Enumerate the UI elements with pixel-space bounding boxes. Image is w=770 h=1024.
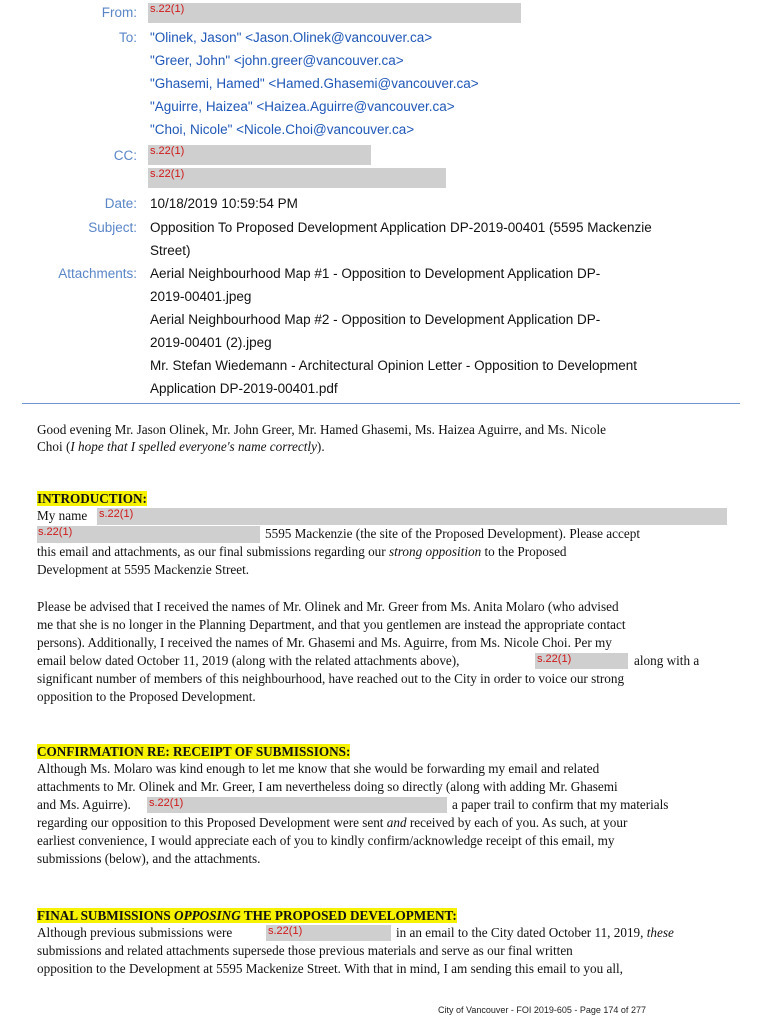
paragraph-line: opposition to the Development at 5595 Mackenize Street. With that in mind, I am sending this email to you all, xyxy=(37,961,623,976)
subject-line: Street) xyxy=(150,243,191,258)
greeting-text: ). xyxy=(316,439,325,455)
paragraph-line xyxy=(396,924,746,941)
heading-text xyxy=(37,908,457,923)
paragraph-line: email below dated October 11, 2019 (along with the related attachments above), xyxy=(37,653,460,668)
redaction-code: s.22(1) xyxy=(150,3,185,15)
greeting-line: Good evening Mr. Jason Olinek, Mr. John Greer, Mr. Hamed Ghasemi, Ms. Haizea Aguirre, and Ms. Nicole xyxy=(37,422,606,437)
greeting xyxy=(37,421,737,456)
attachment-link[interactable]: Application DP-2019-00401.pdf xyxy=(150,381,338,396)
paragraph-line: opposition to the Proposed Development. xyxy=(37,689,256,704)
to-recipient[interactable]: "Olinek, Jason" <Jason.Olinek@vancouver.ca> xyxy=(150,30,433,45)
attachment-link[interactable]: Aerial Neighbourhood Map #1 - Opposition to Development Application DP- xyxy=(150,266,601,281)
heading-part: FINAL SUBMISSIONS xyxy=(37,908,175,923)
paragraph-line: Although Ms. Molaro was kind enough to let me know that she would be forwarding my email and related xyxy=(37,761,600,776)
email-header xyxy=(0,0,770,410)
redaction-code: s.22(1) xyxy=(99,508,134,520)
section-heading xyxy=(37,743,350,760)
intro-line xyxy=(37,543,737,560)
paragraph-line: a paper trail to confirm that my materials xyxy=(452,797,669,812)
redaction-code: s.22(1) xyxy=(38,526,73,538)
para-text: in an email to the City dated October 11, 2019, xyxy=(396,925,647,940)
greeting-italic: I hope that I spelled everyone's name correctly xyxy=(70,439,317,455)
paragraph-line: Although previous submissions were xyxy=(37,925,233,940)
heading-italic: OPPOSING xyxy=(174,908,241,923)
paragraph-line: submissions and related attachments supersede those previous materials and serve as our final written xyxy=(37,943,573,958)
cc-label: CC: xyxy=(113,148,137,163)
attachment-link[interactable]: Mr. Stefan Wiedemann - Architectural Opinion Letter - Opposition to Development xyxy=(150,358,637,373)
date-value: 10/18/2019 10:59:54 PM xyxy=(150,196,298,211)
paragraph-line xyxy=(37,814,737,831)
paragraph-line: persons). Additionally, I received the names of Mr. Ghasemi and Ms. Aguirre, from Ms. Nicole Choi. Per my xyxy=(37,635,612,650)
paragraph-line: and Ms. Aguirre). xyxy=(37,797,131,812)
intro-text: to the Proposed xyxy=(481,544,567,559)
page-footer: City of Vancouver - FOI 2019-605 - Page 174 of 277 xyxy=(438,1005,646,1015)
from-label: From: xyxy=(101,5,137,20)
paragraph-line: Please be advised that I received the names of Mr. Olinek and Mr. Greer from Ms. Anita Molaro (who advised xyxy=(37,599,619,614)
intro-italic: strong opposition xyxy=(388,544,482,559)
para-text: received by each of you. As such, at your xyxy=(406,815,628,830)
redaction-box xyxy=(97,508,727,525)
date-label: Date: xyxy=(104,196,137,211)
redaction-code: s.22(1) xyxy=(150,168,185,180)
redaction-code: s.22(1) xyxy=(150,145,185,157)
intro-line: My name xyxy=(37,508,88,523)
redaction-code: s.22(1) xyxy=(268,925,303,937)
to-recipient[interactable]: "Aguirre, Haizea" <Haizea.Aguirre@vancouver.ca> xyxy=(150,99,455,114)
attachment-link[interactable]: Aerial Neighbourhood Map #2 - Opposition to Development Application DP- xyxy=(150,312,601,327)
subject-label: Subject: xyxy=(88,220,137,235)
para-italic: these xyxy=(646,925,674,940)
para-text: regarding our opposition to this Proposed Development were sent xyxy=(37,815,387,830)
heading-text: INTRODUCTION: xyxy=(37,491,147,506)
heading-part: THE PROPOSED DEVELOPMENT: xyxy=(240,908,457,923)
redaction-box xyxy=(148,168,446,188)
to-recipient[interactable]: "Ghasemi, Hamed" <Hamed.Ghasemi@vancouver.ca> xyxy=(150,76,479,91)
paragraph-line: submissions (below), and the attachments. xyxy=(37,851,261,866)
paragraph-line: significant number of members of this neighbourhood, have reached out to the City in order to voice our strong xyxy=(37,671,625,686)
paragraph-line: attachments to Mr. Olinek and Mr. Greer, I am nevertheless doing so directly (along with adding Mr. Ghasemi xyxy=(37,779,618,794)
attachment-link[interactable]: 2019-00401.jpeg xyxy=(150,289,252,304)
paragraph-line: me that she is no longer in the Planning Department, and that you gentlemen are instead the appropriate contact xyxy=(37,617,626,632)
attachment-link[interactable]: 2019-00401 (2).jpeg xyxy=(150,335,272,350)
para-italic: and xyxy=(386,815,407,830)
redaction-box xyxy=(147,797,447,813)
greeting-line xyxy=(37,438,737,455)
intro-text: this email and attachments, as our final submissions regarding our xyxy=(37,544,389,559)
heading-text: CONFIRMATION RE: RECEIPT OF SUBMISSIONS: xyxy=(37,744,351,759)
section-heading xyxy=(37,490,147,507)
greeting-text: Choi ( xyxy=(37,439,71,455)
attachments-label: Attachments: xyxy=(58,266,137,281)
paragraph-line: earliest convenience, I would appreciate each of you to kindly confirm/acknowledge receipt of this email, my xyxy=(37,833,615,848)
redaction-code: s.22(1) xyxy=(537,653,572,665)
to-label: To: xyxy=(118,30,137,45)
section-heading xyxy=(37,907,457,924)
subject-line: Opposition To Proposed Development Application DP-2019-00401 (5595 Mackenzie xyxy=(150,220,652,235)
redaction-box xyxy=(148,3,521,23)
paragraph-line: along with a xyxy=(634,653,700,668)
intro-line: Development at 5595 Mackenzie Street. xyxy=(37,562,250,577)
redaction-code: s.22(1) xyxy=(149,797,184,809)
to-recipient[interactable]: "Greer, John" <john.greer@vancouver.ca> xyxy=(150,53,404,68)
header-divider xyxy=(22,403,740,404)
intro-line: 5595 Mackenzie (the site of the Proposed Development). Please accept xyxy=(265,526,640,541)
to-recipient[interactable]: "Choi, Nicole" <Nicole.Choi@vancouver.ca> xyxy=(150,122,415,137)
